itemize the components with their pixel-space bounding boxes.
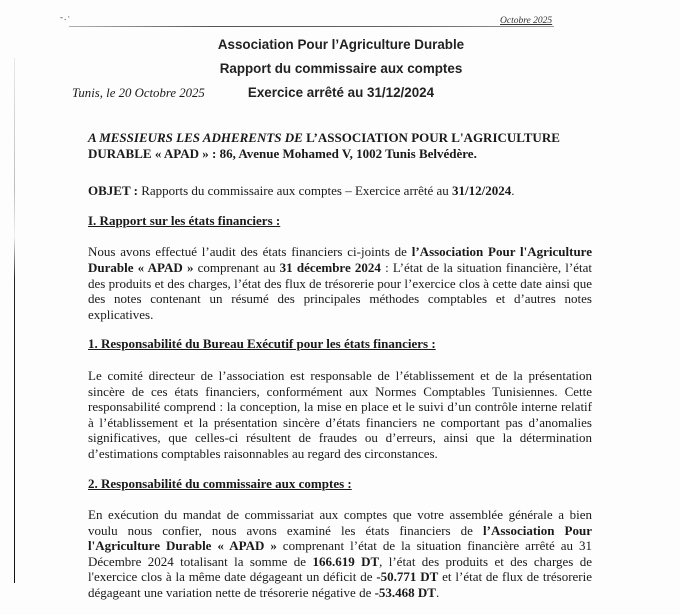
- header-date: Octobre 2025: [500, 16, 553, 26]
- section-financial-statements-paragraph: [88, 244, 592, 322]
- text: Nous avons effectué l’audit des états financiers ci-joints de: [88, 244, 412, 260]
- subject-text: Rapports du commissaire aux comptes – Exercice arrêté au: [137, 183, 453, 199]
- deficit-amount: -50.771 DT: [376, 569, 439, 585]
- organization-name: l’Association Pour l'Agriculture Durable « APAD »: [88, 522, 592, 554]
- addressee: [88, 130, 592, 161]
- title-report: Rapport du commissaire aux comptes: [219, 61, 463, 76]
- text: comprenant l’état de la situation financière arrêté au 31 Décembre 2024 totalisant la somme de: [88, 538, 592, 569]
- title-fiscal-year: Exercice arrêté au 31/12/2024: [247, 85, 435, 100]
- subsection-executive-responsibility-paragraph: Le comité directeur de l’association est responsable de l’établissement et de la présentation sincère de ces états financiers, conformément aux Normes Comptables Tunisiennes. Cette responsabilité comprend : la conception, la mise en place et le suivi d’un contrôle interne relatif à l’établissement et la présentation sincère d’états financiers ne comportant pas d’anomalies significatives, que celles-ci résultent de fraudes ou d’erreurs, ainsi que la détermination d’estimations comptables raisonnables au regard des circonstances.: [88, 367, 592, 461]
- addressee-prefix: A MESSIEURS LES ADHERENTS DE: [88, 130, 303, 145]
- text: comprenant au: [193, 259, 280, 275]
- text: et l’état de flux de trésorerie dégageant une variation nette de trésorerie négative de: [88, 569, 593, 601]
- text: En exécution du mandat de commissariat aux comptes que votre assemblée générale a bien voulu nous confier, nous avons examiné les états financiers de: [88, 507, 592, 538]
- text: .: [435, 585, 440, 601]
- balance-sheet-total: 166.619 DT: [312, 553, 380, 569]
- title-organization: Association Pour l’Agriculture Durable: [217, 37, 465, 52]
- closing-date: 31 décembre 2024: [279, 259, 381, 275]
- subsection-executive-responsibility-title: 1. Responsabilité du Bureau Exécutif pour les états financiers :: [88, 336, 436, 352]
- place-and-date: Tunis, le 20 Octobre 2025: [72, 86, 205, 100]
- cash-variation-amount: -53.468 DT: [374, 585, 436, 601]
- addressee-organization: L’ASSOCIATION POUR L'AGRICULTURE DURABLE « APAD » : 86, Avenue Mohamed V, 1002 Tunis Belvédère.: [88, 130, 560, 161]
- document-body: [88, 130, 592, 615]
- subject-date: 31/12/2024: [452, 183, 512, 199]
- subject-label: OBJET :: [88, 183, 138, 199]
- text: , l’état des produits et des charges de l'exercice clos à la même date dégageant un déficit de: [88, 553, 592, 585]
- subsection-auditor-responsibility-title: 2. Responsabilité du commissaire aux comptes :: [88, 475, 352, 491]
- text: : L’état de la situation financière, l’état des produits et des charges, l’état des flux de trésorerie pour l’exercice clos à cette date ainsi que des notes contenant un résumé des principales méthodes comptables et d’autres notes explicatives.: [88, 259, 593, 322]
- header-rule: [69, 26, 554, 27]
- margin-mark: -.·: [60, 12, 72, 22]
- subsection-auditor-responsibility-paragraph: [88, 507, 592, 601]
- subject-end: .: [511, 183, 515, 199]
- subject-line: [88, 183, 592, 199]
- document-title-block: [186, 33, 496, 105]
- organization-name: l’Association Pour l'Agriculture Durable « APAD »: [88, 244, 592, 275]
- section-financial-statements-title: I. Rapport sur les états financiers :: [88, 212, 281, 228]
- scan-edge-line: [14, 58, 15, 583]
